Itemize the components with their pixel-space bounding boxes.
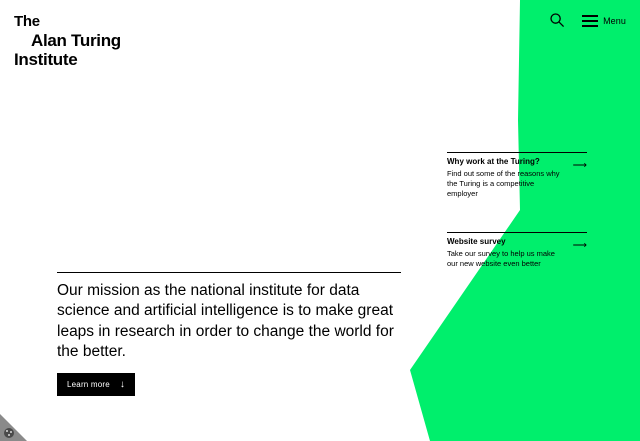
decorative-green-shape xyxy=(400,0,640,441)
menu-button[interactable] xyxy=(582,15,626,27)
learn-more-button[interactable] xyxy=(57,373,135,396)
promo-card-website-survey[interactable] xyxy=(447,232,587,269)
logo-line-institute: Institute xyxy=(14,49,78,69)
logo-line-the: The xyxy=(14,13,40,30)
cookie-icon xyxy=(4,428,14,438)
menu-label: Menu xyxy=(603,16,626,26)
search-button[interactable] xyxy=(548,12,566,30)
cookie-widget-background xyxy=(0,414,27,441)
logo-line-alan-turing: Alan Turing xyxy=(31,30,121,50)
hamburger-icon xyxy=(582,15,598,27)
hero-mission-block xyxy=(57,272,401,363)
arrow-right-icon: ⟶ xyxy=(572,160,587,171)
mission-divider xyxy=(57,272,401,273)
cookie-settings-button[interactable] xyxy=(0,414,27,441)
learn-more-label: Learn more xyxy=(67,380,110,389)
promo-card-why-work[interactable] xyxy=(447,152,587,199)
promo-body: Find out some of the reasons why the Turing is a competitive employer xyxy=(447,169,560,199)
header-controls xyxy=(548,12,626,30)
promo-header xyxy=(447,157,587,171)
promo-body: Take our survey to help us make our new website even better xyxy=(447,249,555,269)
arrow-down-icon: ↓ xyxy=(119,378,125,390)
site-logo[interactable] xyxy=(14,14,121,69)
promo-divider xyxy=(447,152,587,153)
promo-title: Why work at the Turing? xyxy=(447,157,540,166)
promo-divider xyxy=(447,232,587,233)
arrow-right-icon: ⟶ xyxy=(572,240,587,251)
mission-statement: Our mission as the national institute for data science and artificial intelligence is to make great leaps in research in order to change the world for the better. xyxy=(57,282,394,361)
search-icon xyxy=(549,12,565,31)
promo-header xyxy=(447,237,587,251)
promo-title: Website survey xyxy=(447,237,506,246)
